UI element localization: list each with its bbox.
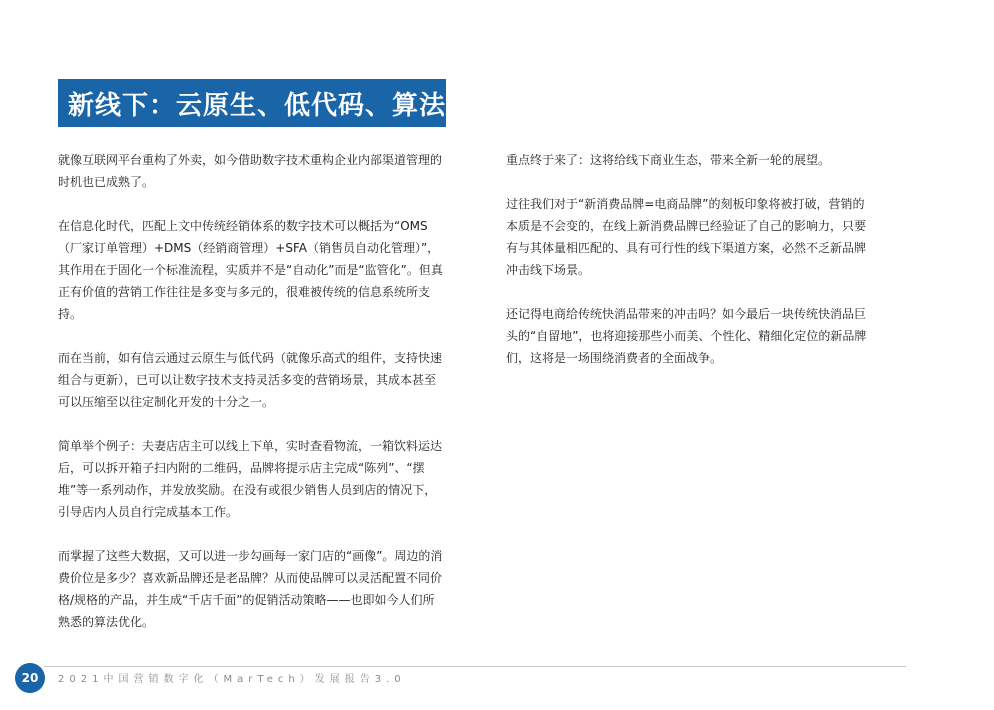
paragraph: 简单举个例子：夫妻店店主可以线上下单，实时查看物流，一箱饮料运达后，可以拆开箱子扫内附的二维码，品牌将提示店主完成“陈列”、“摆堆”等一系列动作，并发放奖励。在没有或很少销售人员到店的情况下，引导店内人员自行完成基本工作。 [58,439,443,519]
paragraph: 重点终于来了：这将给线下商业生态，带来全新一轮的展望。 [506,153,831,167]
left-column [58,149,446,655]
section-title-banner [58,79,446,127]
paragraph: 而掌握了这些大数据，又可以进一步勾画每一家门店的“画像”。周边的消费价位是多少？喜欢新品牌还是老品牌？从而使品牌可以灵活配置不同价格/规格的产品，并生成“千店千面”的促销活动策略——也即如今人们所熟悉的算法优化。 [58,549,443,629]
page-number-badge: 20 [15,663,45,693]
paragraph: 在信息化时代，匹配上文中传统经销体系的数字技术可以概括为“OMS（厂家订单管理）+DMS（经销商管理）+SFA（销售员自动化管理）”，其作用在于固化一个标准流程，实质并不是“自动化”而是“监管化”。但真正有价值的营销工作往往是多变与多元的，很难被传统的信息系统所支持。 [58,219,443,321]
paragraph: 还记得电商给传统快消品带来的冲击吗？如今最后一块传统快消品巨头的“自留地”，也将迎接那些小而美、个性化、精细化定位的新品牌们，这将是一场围绕消费者的全面战争。 [506,307,867,365]
section-title: 新线下：云原生、低代码、算法 [68,90,447,121]
report-title-footer: 2021中国营销数字化（MarTech）发展报告3.0 [58,674,406,685]
right-column [506,149,870,391]
paragraph: 过往我们对于“新消费品牌=电商品牌”的刻板印象将被打破，营销的本质是不会变的，在线上新消费品牌已经验证了自己的影响力，只要有与其体量相匹配的、具有可行性的线下渠道方案，必然不乏新品牌冲击线下场景。 [506,197,867,277]
paragraph: 就像互联网平台重构了外卖，如今借助数字技术重构企业内部渠道管理的时机也已成熟了。 [58,153,443,189]
footer-divider [44,666,906,667]
paragraph: 而在当前，如有信云通过云原生与低代码（就像乐高式的组件，支持快速组合与更新），已可以让数字技术支持灵活多变的营销场景，其成本甚至可以压缩至以往定制化开发的十分之一。 [58,351,443,409]
